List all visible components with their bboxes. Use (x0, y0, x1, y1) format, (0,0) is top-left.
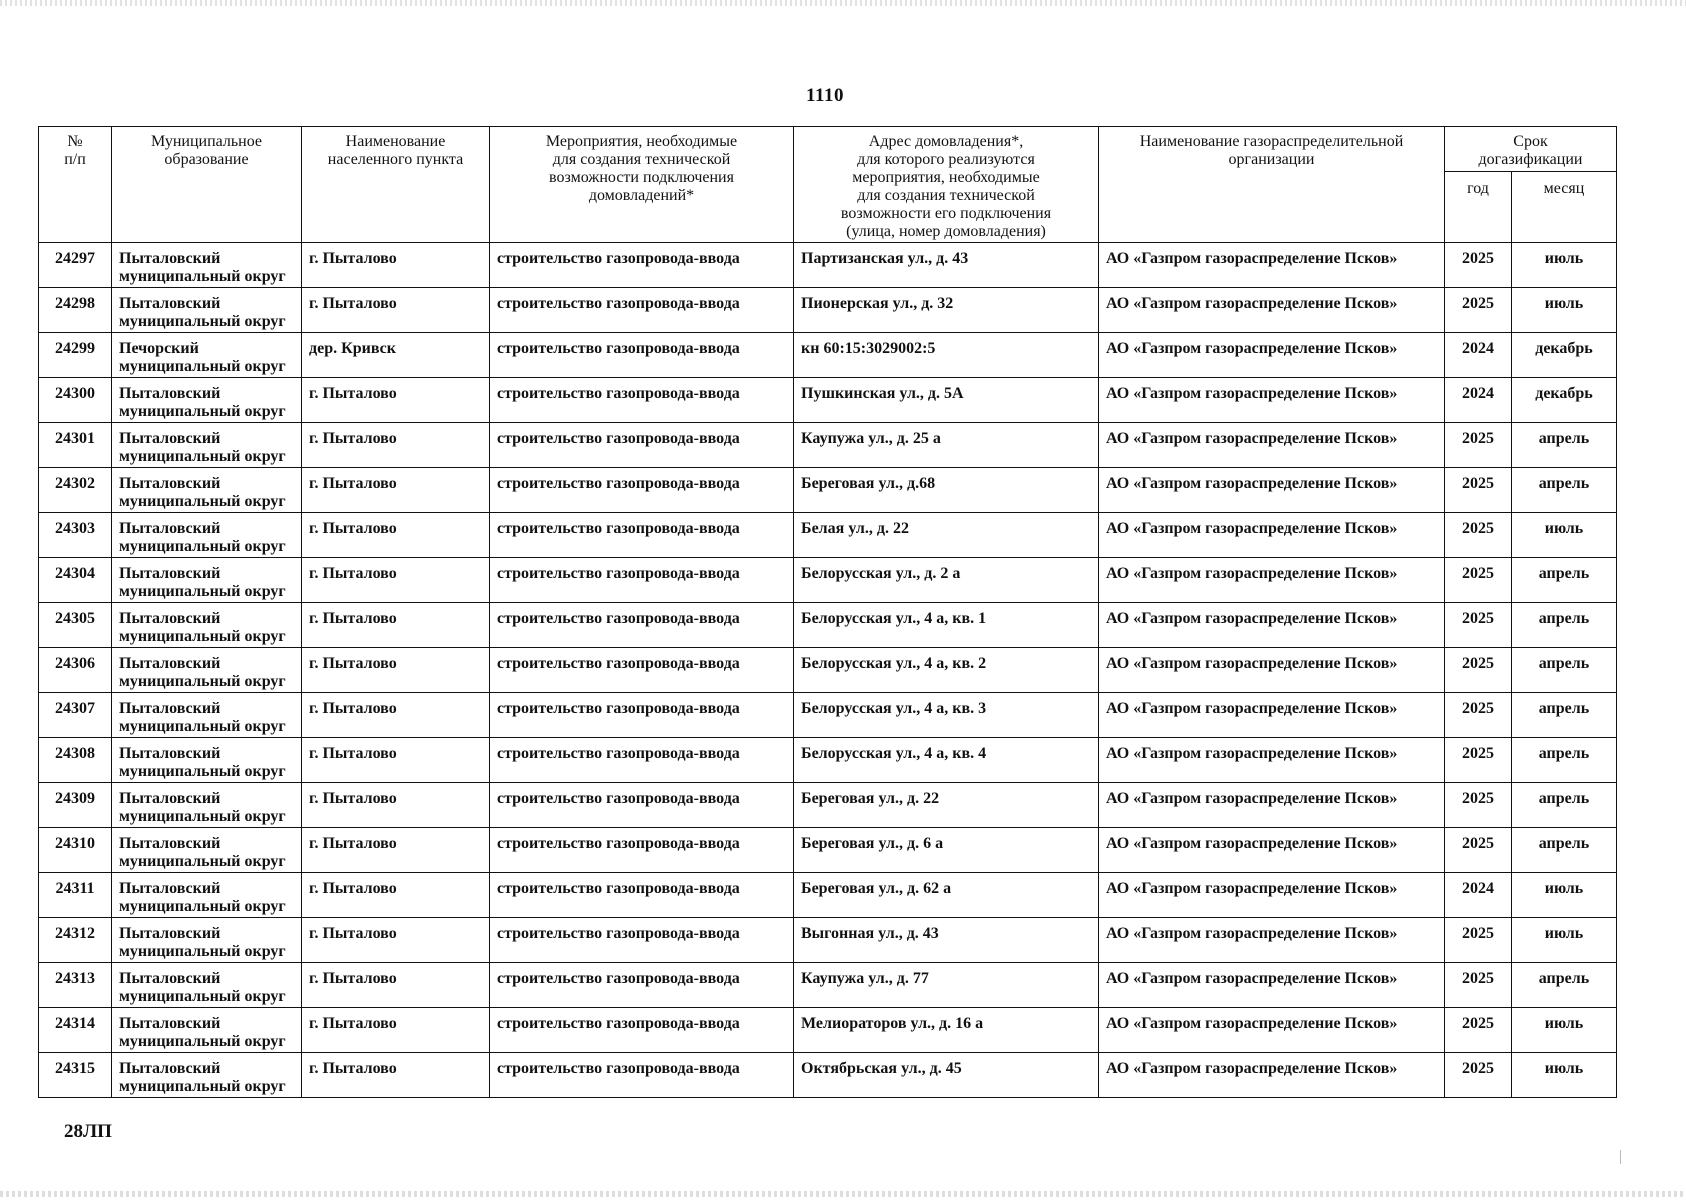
row-number: 24306 (39, 648, 112, 693)
row-measure: строительство газопровода-ввода (490, 513, 794, 558)
row-address: Белорусская ул., 4 а, кв. 3 (794, 693, 1099, 738)
header-municipality: Муниципальное образование (112, 127, 302, 243)
table-row (39, 288, 1617, 333)
row-month: июль (1512, 243, 1617, 288)
row-municipality (112, 738, 302, 783)
table-header (39, 127, 1617, 243)
row-settlement: г. Пыталово (302, 468, 490, 513)
row-number: 24297 (39, 243, 112, 288)
municipality-type: муниципальный округ (119, 763, 286, 780)
table-row (39, 873, 1617, 918)
row-year: 2025 (1445, 1008, 1512, 1053)
municipality-type: муниципальный округ (119, 988, 286, 1005)
row-month: апрель (1512, 648, 1617, 693)
municipality-name: Пыталовский (119, 430, 221, 447)
row-measure: строительство газопровода-ввода (490, 918, 794, 963)
row-org: АО «Газпром газораспределение Псков» (1099, 243, 1445, 288)
row-number: 24309 (39, 783, 112, 828)
municipality-name: Пыталовский (119, 880, 221, 897)
row-municipality (112, 558, 302, 603)
row-settlement: г. Пыталово (302, 1008, 490, 1053)
municipality-name: Печорский (119, 340, 199, 357)
row-month: апрель (1512, 963, 1617, 1008)
municipality-type: муниципальный округ (119, 808, 286, 825)
table-row (39, 378, 1617, 423)
row-month: июль (1512, 918, 1617, 963)
municipality-type: муниципальный округ (119, 358, 286, 375)
row-municipality (112, 378, 302, 423)
row-year: 2025 (1445, 243, 1512, 288)
row-org: АО «Газпром газораспределение Псков» (1099, 783, 1445, 828)
header-address: Адрес домовладения*, для которого реализуются мероприятия, необходимые для создания технической возможности его подключения (улица, номер домовладения) (794, 127, 1099, 243)
row-address: кн 60:15:3029002:5 (794, 333, 1099, 378)
row-month: апрель (1512, 693, 1617, 738)
municipality-type: муниципальный округ (119, 538, 286, 555)
row-number: 24303 (39, 513, 112, 558)
header-num: № п/п (39, 127, 112, 243)
row-settlement: г. Пыталово (302, 423, 490, 468)
row-month: апрель (1512, 738, 1617, 783)
row-measure: строительство газопровода-ввода (490, 873, 794, 918)
row-month: июль (1512, 1053, 1617, 1098)
row-measure: строительство газопровода-ввода (490, 558, 794, 603)
row-org: АО «Газпром газораспределение Псков» (1099, 648, 1445, 693)
row-month: апрель (1512, 828, 1617, 873)
row-number: 24311 (39, 873, 112, 918)
row-measure: строительство газопровода-ввода (490, 648, 794, 693)
row-address: Белорусская ул., 4 а, кв. 1 (794, 603, 1099, 648)
municipality-type: муниципальный округ (119, 493, 286, 510)
municipality-name: Пыталовский (119, 745, 221, 762)
municipality-type: муниципальный округ (119, 1078, 286, 1095)
row-measure: строительство газопровода-ввода (490, 1008, 794, 1053)
municipality-type: муниципальный округ (119, 448, 286, 465)
row-measure: строительство газопровода-ввода (490, 738, 794, 783)
table-row (39, 1053, 1617, 1098)
row-year: 2025 (1445, 603, 1512, 648)
row-org: АО «Газпром газораспределение Псков» (1099, 873, 1445, 918)
row-org: АО «Газпром газораспределение Псков» (1099, 738, 1445, 783)
row-municipality (112, 288, 302, 333)
row-org: АО «Газпром газораспределение Псков» (1099, 423, 1445, 468)
table-row (39, 648, 1617, 693)
row-month: апрель (1512, 558, 1617, 603)
row-month: июль (1512, 513, 1617, 558)
municipality-name: Пыталовский (119, 655, 221, 672)
row-number: 24312 (39, 918, 112, 963)
municipality-type: муниципальный округ (119, 943, 286, 960)
row-month: декабрь (1512, 378, 1617, 423)
row-municipality (112, 333, 302, 378)
header-org: Наименование газораспределительной организации (1099, 127, 1445, 243)
row-year: 2025 (1445, 513, 1512, 558)
row-number: 24308 (39, 738, 112, 783)
row-address: Выгонная ул., д. 43 (794, 918, 1099, 963)
scan-mark (1620, 1150, 1621, 1164)
row-year: 2024 (1445, 378, 1512, 423)
table-row (39, 738, 1617, 783)
footer-code: 28ЛП (64, 1121, 112, 1142)
row-number: 24300 (39, 378, 112, 423)
row-municipality (112, 873, 302, 918)
row-municipality (112, 648, 302, 693)
header-month: месяц (1512, 171, 1617, 242)
row-municipality (112, 243, 302, 288)
row-address: Береговая ул., д. 6 а (794, 828, 1099, 873)
row-org: АО «Газпром газораспределение Псков» (1099, 1053, 1445, 1098)
row-settlement: г. Пыталово (302, 693, 490, 738)
row-municipality (112, 1008, 302, 1053)
municipality-type: муниципальный округ (119, 1033, 286, 1050)
municipality-name: Пыталовский (119, 835, 221, 852)
scan-edge-bottom (0, 1191, 1686, 1197)
row-year: 2025 (1445, 288, 1512, 333)
row-address: Мелиораторов ул., д. 16 а (794, 1008, 1099, 1053)
row-settlement: г. Пыталово (302, 873, 490, 918)
row-municipality (112, 963, 302, 1008)
row-month: июль (1512, 873, 1617, 918)
row-year: 2025 (1445, 693, 1512, 738)
row-number: 24307 (39, 693, 112, 738)
municipality-type: муниципальный округ (119, 313, 286, 330)
row-address: Каупужа ул., д. 25 а (794, 423, 1099, 468)
row-org: АО «Газпром газораспределение Псков» (1099, 693, 1445, 738)
municipality-type: муниципальный округ (119, 583, 286, 600)
row-number: 24302 (39, 468, 112, 513)
row-year: 2024 (1445, 333, 1512, 378)
row-org: АО «Газпром газораспределение Псков» (1099, 1008, 1445, 1053)
table-body (39, 243, 1617, 1098)
table-row (39, 468, 1617, 513)
table-row (39, 333, 1617, 378)
municipality-name: Пыталовский (119, 790, 221, 807)
municipality-type: муниципальный округ (119, 718, 286, 735)
municipality-type: муниципальный округ (119, 853, 286, 870)
row-org: АО «Газпром газораспределение Псков» (1099, 513, 1445, 558)
row-number: 24299 (39, 333, 112, 378)
row-year: 2025 (1445, 468, 1512, 513)
row-settlement: г. Пыталово (302, 513, 490, 558)
row-year: 2025 (1445, 918, 1512, 963)
row-month: апрель (1512, 468, 1617, 513)
municipality-name: Пыталовский (119, 520, 221, 537)
header-term: Срок догазификации (1445, 127, 1617, 172)
row-year: 2025 (1445, 423, 1512, 468)
row-settlement: г. Пыталово (302, 603, 490, 648)
row-settlement: г. Пыталово (302, 738, 490, 783)
municipality-type: муниципальный округ (119, 628, 286, 645)
row-org: АО «Газпром газораспределение Псков» (1099, 288, 1445, 333)
row-address: Пушкинская ул., д. 5А (794, 378, 1099, 423)
row-settlement: г. Пыталово (302, 243, 490, 288)
row-year: 2025 (1445, 738, 1512, 783)
row-year: 2025 (1445, 963, 1512, 1008)
row-org: АО «Газпром газораспределение Псков» (1099, 558, 1445, 603)
row-number: 24310 (39, 828, 112, 873)
gasification-table (38, 126, 1617, 1098)
row-month: декабрь (1512, 333, 1617, 378)
row-month: апрель (1512, 783, 1617, 828)
row-measure: строительство газопровода-ввода (490, 693, 794, 738)
table-row (39, 558, 1617, 603)
row-measure: строительство газопровода-ввода (490, 333, 794, 378)
row-measure: строительство газопровода-ввода (490, 288, 794, 333)
row-settlement: г. Пыталово (302, 648, 490, 693)
row-municipality (112, 468, 302, 513)
row-address: Каупужа ул., д. 77 (794, 963, 1099, 1008)
municipality-type: муниципальный округ (119, 898, 286, 915)
municipality-name: Пыталовский (119, 700, 221, 717)
row-settlement: г. Пыталово (302, 918, 490, 963)
header-year: год (1445, 171, 1512, 242)
row-settlement: дер. Кривск (302, 333, 490, 378)
row-address: Белорусская ул., д. 2 а (794, 558, 1099, 603)
row-year: 2025 (1445, 1053, 1512, 1098)
municipality-name: Пыталовский (119, 1060, 221, 1077)
row-municipality (112, 513, 302, 558)
row-org: АО «Газпром газораспределение Псков» (1099, 378, 1445, 423)
municipality-name: Пыталовский (119, 250, 221, 267)
row-number: 24315 (39, 1053, 112, 1098)
row-address: Пионерская ул., д. 32 (794, 288, 1099, 333)
row-measure: строительство газопровода-ввода (490, 423, 794, 468)
row-municipality (112, 783, 302, 828)
row-settlement: г. Пыталово (302, 1053, 490, 1098)
row-address: Партизанская ул., д. 43 (794, 243, 1099, 288)
row-number: 24304 (39, 558, 112, 603)
row-month: июль (1512, 1008, 1617, 1053)
row-number: 24314 (39, 1008, 112, 1053)
table-row (39, 918, 1617, 963)
table-row (39, 783, 1617, 828)
row-org: АО «Газпром газораспределение Псков» (1099, 468, 1445, 513)
row-measure: строительство газопровода-ввода (490, 1053, 794, 1098)
row-year: 2025 (1445, 828, 1512, 873)
municipality-name: Пыталовский (119, 1015, 221, 1032)
scan-edge-top (0, 0, 1686, 6)
row-number: 24313 (39, 963, 112, 1008)
row-year: 2025 (1445, 648, 1512, 693)
row-address: Береговая ул., д. 22 (794, 783, 1099, 828)
row-org: АО «Газпром газораспределение Псков» (1099, 918, 1445, 963)
table-row (39, 423, 1617, 468)
row-month: апрель (1512, 423, 1617, 468)
row-municipality (112, 918, 302, 963)
row-address: Береговая ул., д.68 (794, 468, 1099, 513)
row-address: Белая ул., д. 22 (794, 513, 1099, 558)
row-org: АО «Газпром газораспределение Псков» (1099, 963, 1445, 1008)
row-settlement: г. Пыталово (302, 558, 490, 603)
row-number: 24301 (39, 423, 112, 468)
row-municipality (112, 423, 302, 468)
row-measure: строительство газопровода-ввода (490, 828, 794, 873)
row-number: 24305 (39, 603, 112, 648)
header-measures: Мероприятия, необходимые для создания технической возможности подключения домовладений* (490, 127, 794, 243)
municipality-name: Пыталовский (119, 565, 221, 582)
row-municipality (112, 1053, 302, 1098)
row-address: Белорусская ул., 4 а, кв. 2 (794, 648, 1099, 693)
row-settlement: г. Пыталово (302, 828, 490, 873)
row-org: АО «Газпром газораспределение Псков» (1099, 603, 1445, 648)
table-row (39, 1008, 1617, 1053)
municipality-name: Пыталовский (119, 295, 221, 312)
header-settlement: Наименование населенного пункта (302, 127, 490, 243)
row-year: 2024 (1445, 873, 1512, 918)
row-year: 2025 (1445, 558, 1512, 603)
row-measure: строительство газопровода-ввода (490, 243, 794, 288)
table-row (39, 828, 1617, 873)
row-address: Белорусская ул., 4 а, кв. 4 (794, 738, 1099, 783)
row-month: апрель (1512, 603, 1617, 648)
row-org: АО «Газпром газораспределение Псков» (1099, 333, 1445, 378)
row-measure: строительство газопровода-ввода (490, 378, 794, 423)
row-address: Октябрьская ул., д. 45 (794, 1053, 1099, 1098)
municipality-type: муниципальный округ (119, 673, 286, 690)
municipality-name: Пыталовский (119, 925, 221, 942)
row-measure: строительство газопровода-ввода (490, 468, 794, 513)
row-municipality (112, 828, 302, 873)
municipality-type: муниципальный округ (119, 268, 286, 285)
row-month: июль (1512, 288, 1617, 333)
table-row (39, 963, 1617, 1008)
municipality-name: Пыталовский (119, 610, 221, 627)
table-row (39, 243, 1617, 288)
row-org: АО «Газпром газораспределение Псков» (1099, 828, 1445, 873)
municipality-name: Пыталовский (119, 475, 221, 492)
table-row (39, 513, 1617, 558)
page-number: 1110 (806, 85, 844, 106)
municipality-name: Пыталовский (119, 385, 221, 402)
municipality-name: Пыталовский (119, 970, 221, 987)
row-measure: строительство газопровода-ввода (490, 963, 794, 1008)
row-year: 2025 (1445, 783, 1512, 828)
row-settlement: г. Пыталово (302, 378, 490, 423)
municipality-type: муниципальный округ (119, 403, 286, 420)
row-address: Береговая ул., д. 62 а (794, 873, 1099, 918)
row-municipality (112, 603, 302, 648)
table-row (39, 693, 1617, 738)
row-settlement: г. Пыталово (302, 963, 490, 1008)
row-settlement: г. Пыталово (302, 783, 490, 828)
row-number: 24298 (39, 288, 112, 333)
table-row (39, 603, 1617, 648)
row-settlement: г. Пыталово (302, 288, 490, 333)
row-measure: строительство газопровода-ввода (490, 783, 794, 828)
row-measure: строительство газопровода-ввода (490, 603, 794, 648)
row-municipality (112, 693, 302, 738)
